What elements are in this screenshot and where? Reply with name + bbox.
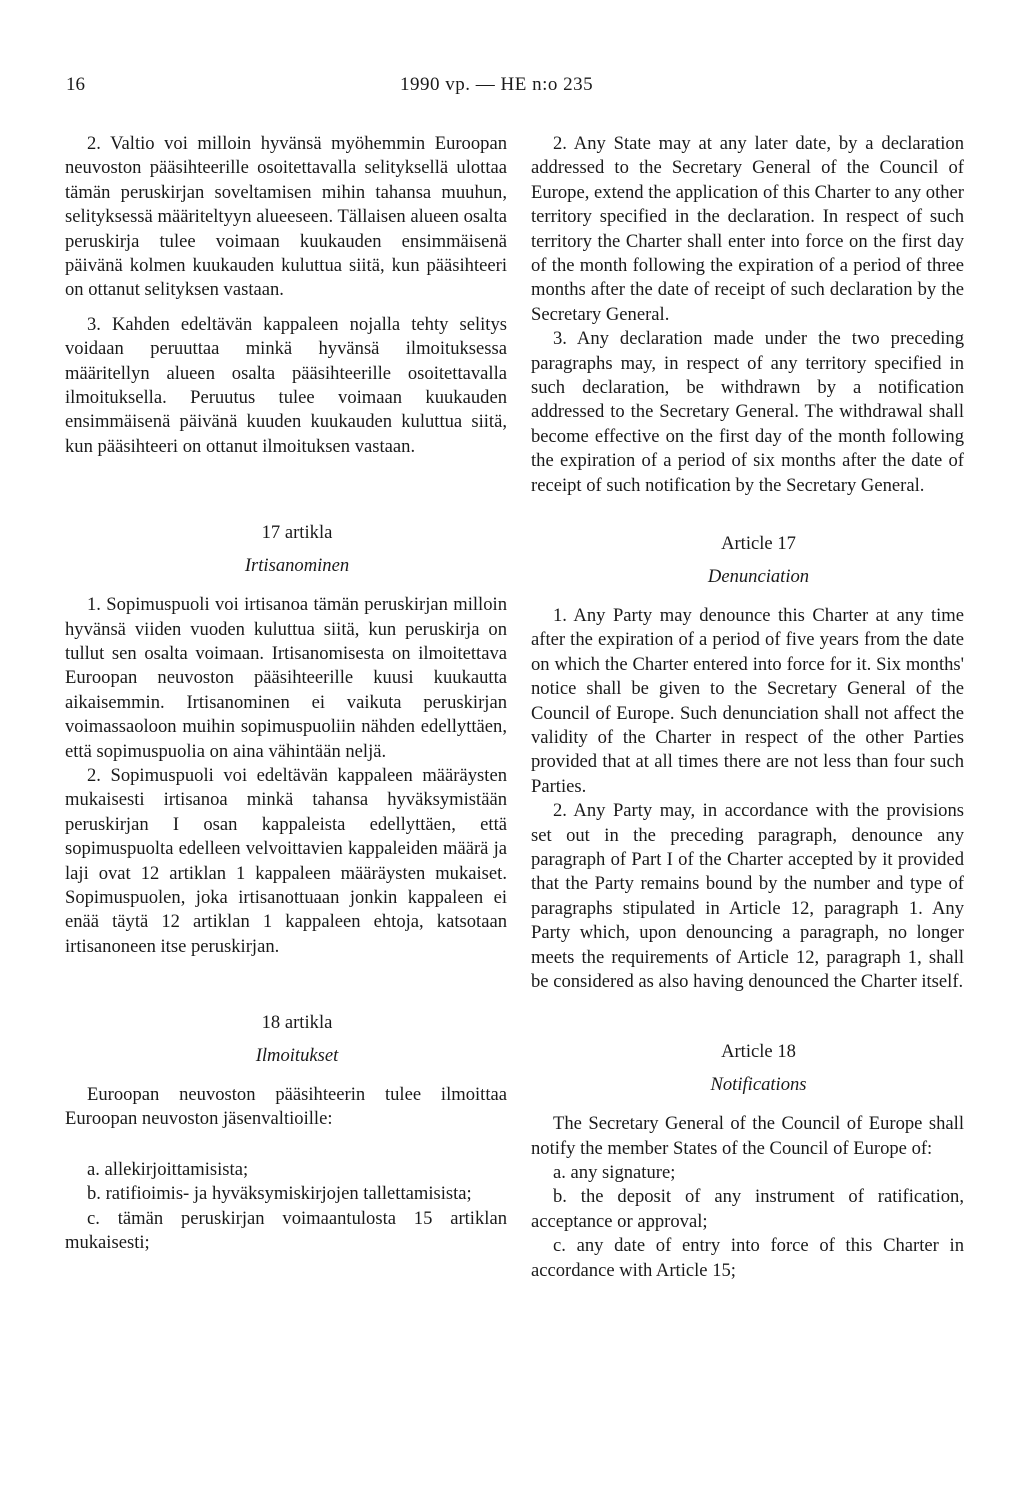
fi-article16-paragraph-2: 2. Valtio voi milloin hyvänsä myöhemmin Euroopan neuvoston pääsihteerille osoitettavalla selityksellä ulottaa tämän peruskirjan soveltamisen mihin tahansa muuhun, selityksessä määriteltyyn alueeseen. Tällaisen alueen osalta peruskirja tulee voimaan kuukauden ensimmäisenä päivänä kolmen kuukauden kuluttua siitä, kun pääsihteeri on ottanut selityksen vastaan. [65, 133, 507, 301]
en-article18-number: Article 18 [721, 1041, 796, 1063]
page-number: 16 [66, 74, 85, 95]
fi-article18-heading [65, 1011, 507, 1068]
en-article18-intro: The Secretary General of the Council of Europe shall notify the member States of the Council of Europe of: [531, 1113, 964, 1159]
en-article18-item-b: b. the deposit of any instrument of ratification, acceptance or approval; [531, 1186, 964, 1232]
fi-article17-paragraph-2: 2. Sopimuspuoli voi edeltävän kappaleen määräysten mukaisesti irtisanoa minkä tahansa hyväksymistään peruskirjan I osan kappaleista edellyttäen, että sopimuspuolta edelleen velvoittavien kappaleiden määrä ja laji ovat 12 artiklan 1 kappaleen määräysten mukaiset. Sopimuspuolen, joka irtisanottuaan jonkin kappaleen ei enää täytä 12 artiklan 1 kappaleen ehtoja, katsotaan irtisanoneen itse peruskirjan. [65, 764, 507, 957]
fi-article18-intro: Euroopan neuvoston pääsihteerin tulee ilmoittaa Euroopan neuvoston jäsenvaltioille: [65, 1084, 507, 1130]
en-article18-item-c: c. any date of entry into force of this Charter in accordance with Article 15; [531, 1235, 964, 1281]
en-article17-paragraph-1: 1. Any Party may denounce this Charter at any time after the expiration of a period of five years from the date on which the Charter entered into force for it. Six months' notice shall be given to the Secretary General of the Council of Europe. Such denunciation shall not affect the validity of the Charter in respect of the other Parties provided that at all times there are not less than four such Parties. [531, 604, 964, 797]
en-article17-heading [531, 532, 964, 589]
fi-article17-number: 17 artikla [261, 522, 333, 544]
finnish-column [65, 132, 507, 1255]
en-article18-item-a: a. any signature; [553, 1162, 676, 1184]
en-article17-title: Denunciation [707, 565, 810, 587]
fi-article17-title: Irtisanominen [244, 554, 350, 576]
en-article16-paragraph-3: 3. Any declaration made under the two preceding paragraphs may, in respect of any territory specified in such declaration, be withdrawn by a notification addressed to the Secretary General. The withdrawal shall become effective on the first day of the month following the expiration of a period of six months after the date of receipt of such notification by the Secretary General. [531, 328, 964, 496]
fi-article18-title: Ilmoitukset [255, 1044, 339, 1066]
running-title: 1990 vp. — HE n:o 235 [400, 74, 594, 95]
en-article17-number: Article 17 [721, 533, 796, 555]
fi-article17-paragraph-1: 1. Sopimuspuoli voi irtisanoa tämän peruskirjan milloin hyvänsä viiden vuoden kuluttua siitä, kun peruskirja on tullut sen osalta voimaan. Irtisanomisesta on ilmoitettava Euroopan neuvoston pääsihteerille kuusi kuukautta aikaisemmin. Irtisanominen ei vaikuta peruskirjan voimassaoloon muihin sopimuspuoliin nähden edellyttäen, että sopimuspuolia on aina vähintään neljä. [65, 594, 507, 762]
page-header [66, 74, 958, 104]
fi-article18-item-b: b. ratifioimis- ja hyväksymiskirjojen tallettamisista; [87, 1183, 472, 1205]
en-article18-heading [531, 1040, 964, 1097]
en-article17-paragraph-2: 2. Any Party may, in accordance with the provisions set out in the preceding paragraph, denounce any paragraph of Part I of the Charter accepted by it provided that the Party remains bound by the number and type of paragraphs stipulated in Article 12, paragraph 1. Any Party which, upon denouncing a paragraph, no longer meets the requirements of Article 12, paragraph 1, shall be considered as also having denounced the Charter itself. [531, 800, 964, 992]
en-article18-title: Notifications [710, 1073, 807, 1095]
english-column [531, 132, 964, 1283]
fi-article17-heading [65, 521, 507, 578]
fi-article18-number: 18 artikla [261, 1012, 333, 1034]
fi-article18-item-c: c. tämän peruskirjan voimaantulosta 15 artiklan mukaisesti; [65, 1207, 507, 1254]
fi-article16-paragraph-3: 3. Kahden edeltävän kappaleen nojalla tehty selitys voidaan peruuttaa minkä hyvänsä ilmoituksessa määritellyn alueen osalta pääsihteerille osoitettavalla ilmoituksella. Peruutus tulee voimaan kuukauden ensimmäisenä päivänä kuuden kuukauden kuluttua siitä, kun pääsihteeri on ottanut ilmoituksen vastaan. [65, 313, 507, 457]
fi-article18-item-a: a. allekirjoittamisista; [87, 1158, 249, 1180]
en-article16-paragraph-2: 2. Any State may at any later date, by a declaration addressed to the Secretary General of the Council of Europe, extend the application of this Charter to any other territory specified in the declaration. In respect of such territory the Charter shall enter into force on the first day of the month following the expiration of a period of three months after the date of receipt of such declaration by the Secretary General. [531, 133, 964, 325]
